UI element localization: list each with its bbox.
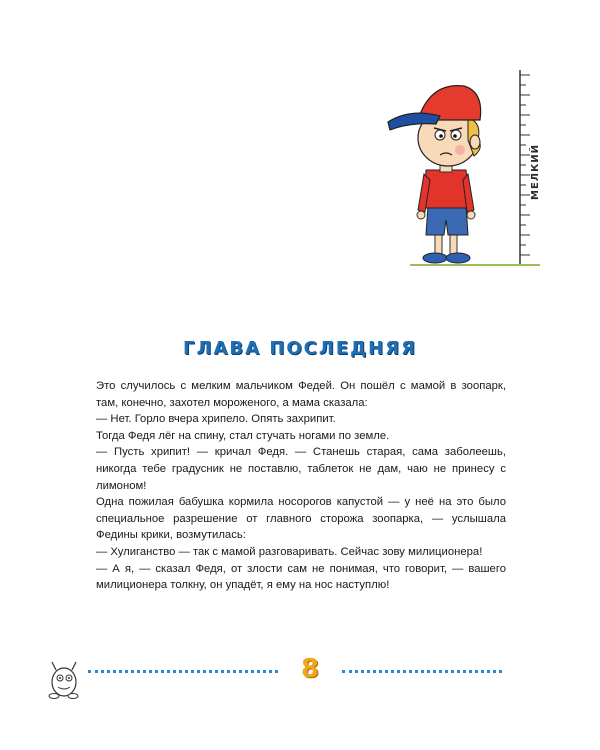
page-number: 8 — [300, 654, 320, 684]
chapter-title: ГЛАВА ПОСЛЕДНЯЯ — [183, 338, 417, 359]
paragraph: Тогда Федя лёг на спину, стал стучать ногами по земле. — [96, 429, 390, 442]
paragraph: Это случилось с мелким мальчиком Федей. Он пошёл с мамой в зоопарк, там, конечно, захотел мороженого, а мама сказала: — [96, 380, 506, 409]
paragraph: — Пусть хрипит! — кричал Федя. — Станешь старая, сама заболеешь, никогда тебе градусник не поставлю, таблеток не дам, чаю не принесу с лимоном! — [96, 446, 506, 492]
paragraph: — Хулиганство — так с мамой разговаривать. Сейчас зову милиционера! — [96, 545, 483, 558]
chapter-text — [96, 378, 506, 594]
boy-illustration — [380, 60, 550, 275]
cartoon-creature-icon — [44, 656, 84, 700]
page-footer — [0, 656, 600, 706]
dotted-divider-left — [88, 670, 278, 673]
dotted-divider-right — [342, 670, 502, 673]
ruler-label: МЕЛКИЙ — [530, 144, 541, 200]
paragraph: Одна пожилая бабушка кормила носорогов капустой — у неё на это было специальное разрешение от главного сторожа зоопарка, — услышала Федины крики, возмутилась: — [96, 496, 506, 542]
boy-with-height-ruler-drawing — [380, 60, 550, 275]
paragraph: — А я, — сказал Федя, от злости сам не понимая, что говорит, — вашего милиционера толкну, он упадёт, я ему на нос наступлю! — [96, 562, 506, 592]
paragraph: — Нет. Горло вчера хрипело. Опять захрипит. — [96, 413, 336, 426]
